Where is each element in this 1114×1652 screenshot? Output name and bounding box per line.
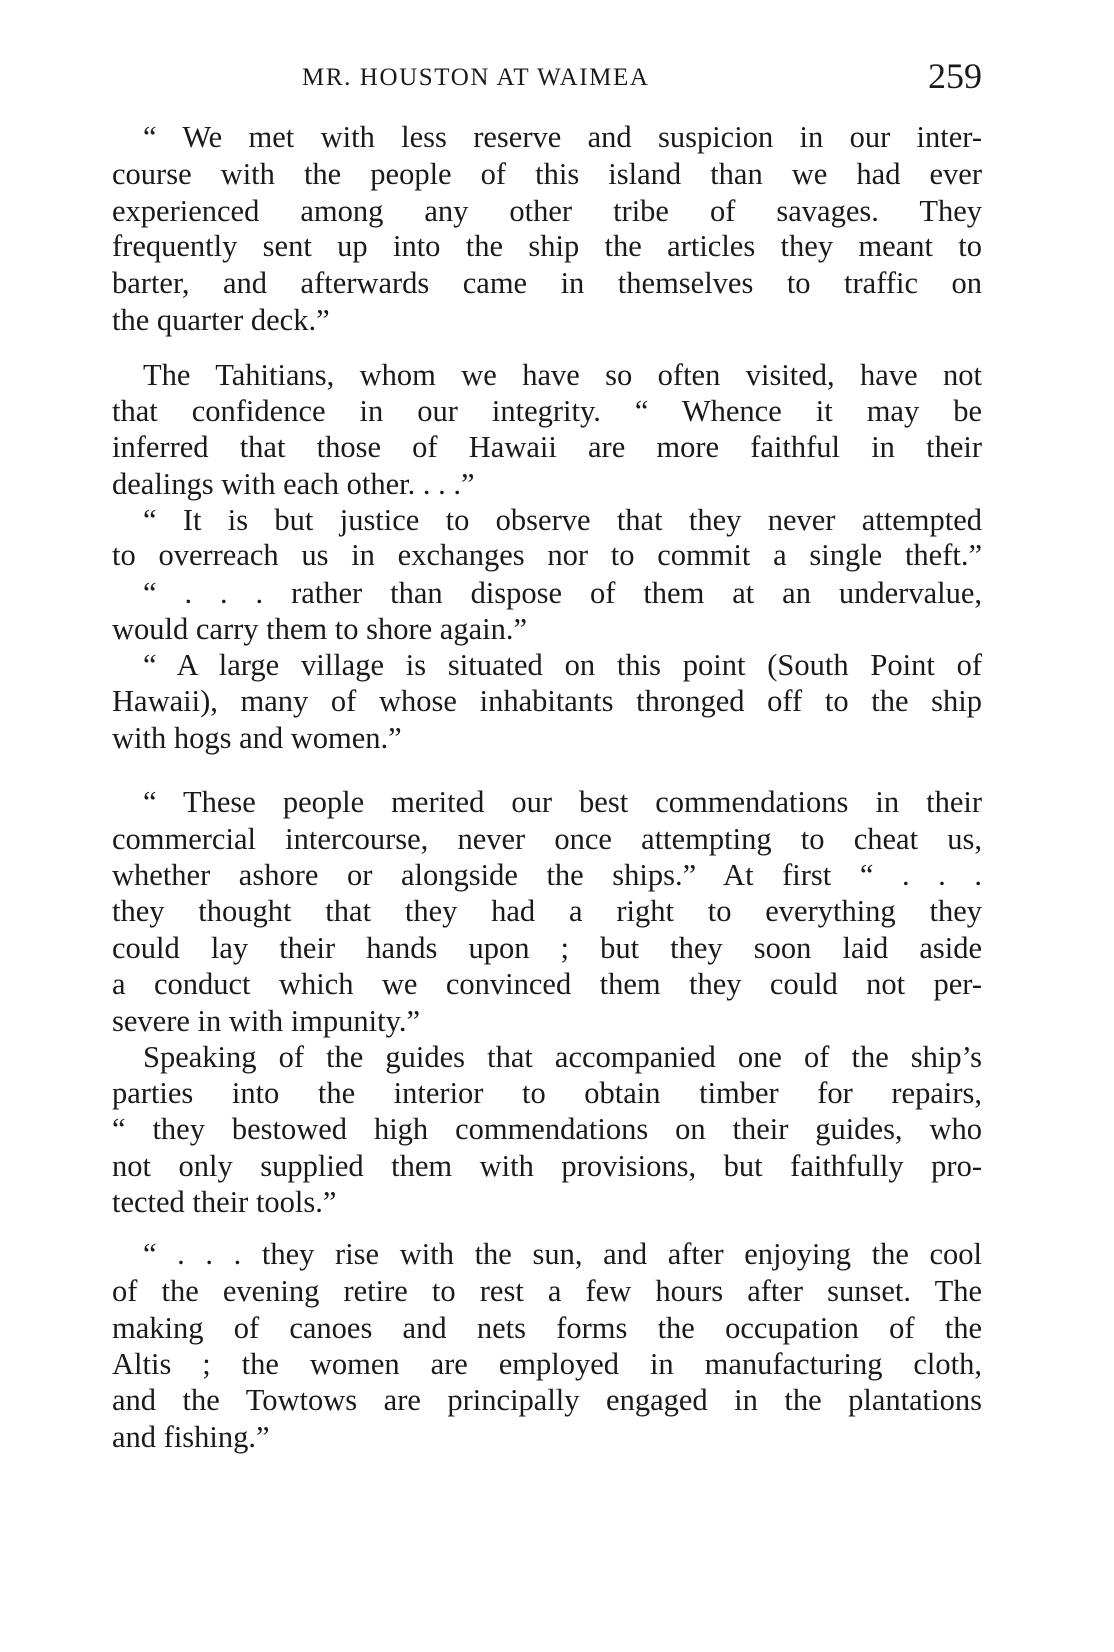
text-line: Altis ; the women are employed in manufacturing cloth, xyxy=(112,1347,982,1381)
text-line: with hogs and women.” xyxy=(112,721,402,755)
text-line: whether ashore or alongside the ships.” At first “ . . . xyxy=(112,858,982,892)
running-head xyxy=(112,58,982,98)
text-line: severe in with impunity.” xyxy=(112,1004,421,1038)
text-line: making of canoes and nets forms the occupation of the xyxy=(112,1311,982,1345)
text-line: that confidence in our integrity. “ Whence it may be xyxy=(112,394,982,428)
text-line: of the evening retire to rest a few hours after sunset. The xyxy=(112,1274,982,1308)
text-line: Speaking of the guides that accompanied one of the ship’s xyxy=(143,1040,982,1074)
text-line: experienced among any other tribe of savages. They xyxy=(112,194,982,228)
text-line: inferred that those of Hawaii are more faithful in their xyxy=(112,430,982,464)
text-line: “ A large village is situated on this point (South Point of xyxy=(143,648,982,682)
text-line: “ they bestowed high commendations on their guides, who xyxy=(112,1112,982,1146)
text-line: The Tahitians, whom we have so often visited, have not xyxy=(143,358,982,392)
text-line: “ We met with less reserve and suspicion in our inter- xyxy=(143,120,982,154)
running-title: MR. HOUSTON AT WAIMEA xyxy=(302,64,650,91)
page-number: 259 xyxy=(928,56,982,96)
text-line: not only supplied them with provisions, but faithfully pro- xyxy=(112,1149,982,1183)
text-line: parties into the interior to obtain timber for repairs, xyxy=(112,1076,982,1110)
text-line: commercial intercourse, never once attempting to cheat us, xyxy=(112,822,982,856)
text-line: “ . . . rather than dispose of them at an undervalue, xyxy=(143,576,982,610)
text-line: would carry them to shore again.” xyxy=(112,612,527,646)
text-line: they thought that they had a right to everything they xyxy=(112,894,982,928)
text-line: and the Towtows are principally engaged in the plantations xyxy=(112,1383,982,1417)
text-line: Hawaii), many of whose inhabitants thronged off to the ship xyxy=(112,684,982,718)
text-line: and fishing.” xyxy=(112,1420,270,1454)
text-line: course with the people of this island than we had ever xyxy=(112,157,982,191)
text-line: tected their tools.” xyxy=(112,1185,337,1219)
text-line: frequently sent up into the ship the articles they meant to xyxy=(112,229,982,263)
text-line: “ These people merited our best commendations in their xyxy=(143,785,982,819)
text-line: to overreach us in exchanges nor to commit a single theft.” xyxy=(112,538,982,572)
text-line: “ It is but justice to observe that they never attempted xyxy=(143,503,982,537)
text-line: “ . . . they rise with the sun, and after enjoying the cool xyxy=(143,1237,982,1271)
text-line: dealings with each other. . . .” xyxy=(112,467,475,501)
text-line: the quarter deck.” xyxy=(112,303,330,337)
text-line: could lay their hands upon ; but they soon laid aside xyxy=(112,931,982,965)
text-line: barter, and afterwards came in themselves to traffic on xyxy=(112,266,982,300)
text-line: a conduct which we convinced them they could not per- xyxy=(112,967,982,1001)
